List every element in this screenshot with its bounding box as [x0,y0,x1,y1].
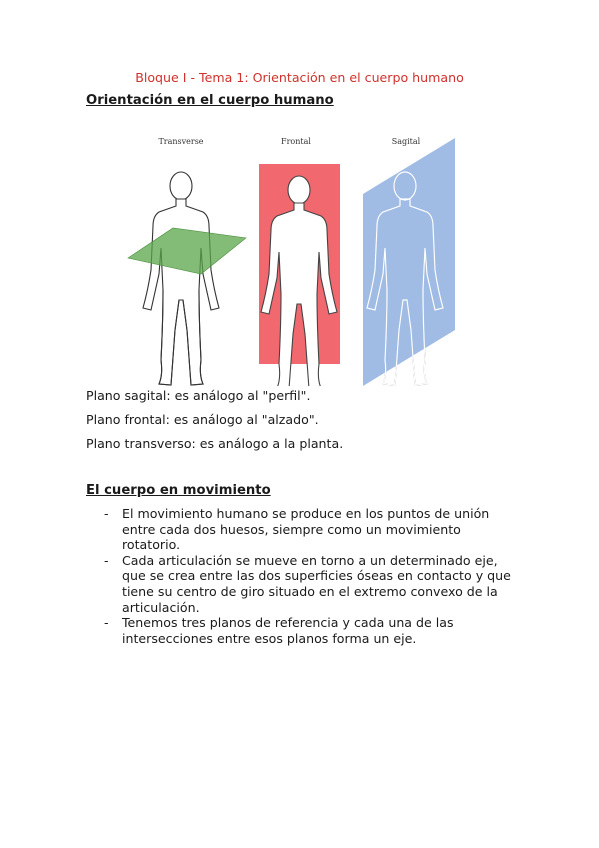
movement-bullet-list [100,506,520,646]
bullet-marker: - [104,506,109,521]
list-item-text: Tenemos tres planos de referencia y cada una de las intersecciones entre esos planos forma un eje. [122,615,454,646]
list-item [100,553,520,615]
section-title-movement: El cuerpo en movimiento [86,483,271,498]
frontal-label: Frontal [281,137,311,146]
list-item [100,506,520,553]
list-item-text: Cada articulación se mueve en torno a un determinado eje, que se crea entre las dos superficies óseas en contacto y que tiene su centro de giro situado en el extremo convexo de la articulación. [122,552,511,615]
bullet-marker: - [104,552,109,568]
body-planes-figure [113,124,460,386]
plane-description-transverse: Plano transverso: es análogo a la planta. [86,436,344,451]
list-item [100,615,520,646]
sagital-label: Sagital [391,137,421,146]
plane-description-sagital: Plano sagital: es análogo al "perfil". [86,388,311,403]
bullet-marker: - [104,615,109,631]
page-header: Bloque I - Tema 1: Orientación en el cuerpo humano [135,70,464,85]
transverse-label: Transverse [158,137,204,146]
list-item-text: El movimiento humano se produce en los puntos de unión entre cada dos huesos, siempre como un movimiento rotatorio. [122,506,490,553]
frontal-figure [259,164,340,386]
section-title-orientation: Orientación en el cuerpo humano [86,93,334,108]
plane-description-frontal: Plano frontal: es análogo al "alzado". [86,412,319,427]
